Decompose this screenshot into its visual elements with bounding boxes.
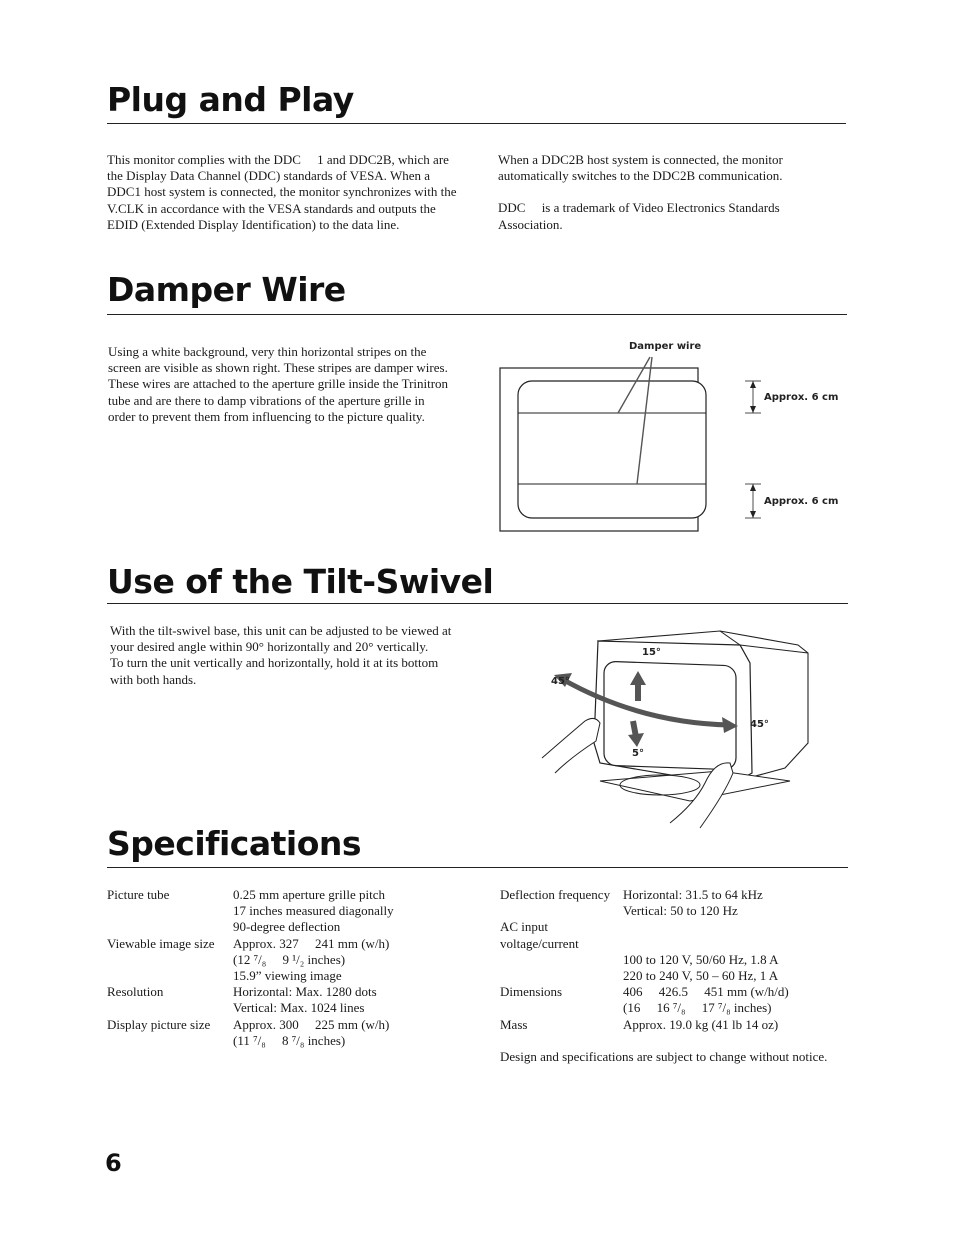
spec-label: Mass	[500, 1016, 528, 1032]
trademark-paragraph: DDC is a trademark of Video Electronics Standards Association.	[498, 200, 780, 232]
screen-outline	[518, 381, 706, 518]
spec-label: Viewable image size	[107, 935, 215, 951]
spec-value-line: Approx. 300 225 mm (w/h)	[233, 1016, 390, 1032]
tilt-swivel-illustration	[540, 623, 830, 833]
damper-wire-text	[108, 344, 453, 425]
dim-bottom-arrow-down	[750, 511, 756, 518]
spec-row	[107, 984, 477, 1016]
dimension-bottom-label: Approx. 6 cm	[764, 496, 839, 507]
dim-top-arrow-down	[750, 406, 756, 413]
tilt-swivel-heading: Use of the Tilt-Swivel	[107, 562, 494, 601]
spec-value-line: 220 to 240 V, 50 – 60 Hz, 1 A	[623, 968, 779, 984]
spec-value-line: (16 16 ⁷/₈ 17 ⁷/₈ inches)	[623, 1000, 772, 1016]
spec-value	[623, 952, 840, 984]
dim-top-arrow-up	[750, 381, 756, 388]
dim-bottom-arrow-up	[750, 484, 756, 491]
ddc2b-paragraph: When a DDC2B host system is connected, the monitor automatically switches to the DDC2B communication.	[498, 152, 783, 184]
spec-note: Design and specifications are subject to change without notice.	[500, 1048, 828, 1064]
angle-up-label: 15°	[642, 647, 661, 658]
spec-value	[233, 1017, 477, 1049]
plug-and-play-right-text	[498, 152, 838, 233]
monitor-base	[600, 771, 790, 801]
spec-row	[500, 887, 840, 919]
damper-wire-figure	[495, 333, 855, 538]
specifications-heading: Specifications	[107, 824, 362, 863]
spec-row	[107, 936, 477, 985]
spec-value	[623, 887, 840, 919]
spec-value-line: 17 inches measured diagonally	[233, 903, 394, 919]
spec-label: Resolution	[107, 984, 164, 1000]
left-hand	[542, 718, 600, 773]
spec-value-line: 90-degree deflection	[233, 919, 341, 935]
spec-value-line: Horizontal: Max. 1280 dots	[233, 984, 377, 1000]
spec-label: Display picture size	[107, 1016, 211, 1032]
tilt-swivel-paragraph-2: To turn the unit vertically and horizontally, hold it at its bottom with both hands.	[110, 655, 439, 687]
spec-row	[500, 952, 840, 984]
spec-row	[500, 1017, 840, 1033]
tilt-swivel-text	[110, 623, 455, 688]
spec-value-line: 406 426.5 451 mm (w/h/d)	[623, 984, 789, 1000]
spec-row	[500, 984, 840, 1016]
plug-and-play-paragraph: This monitor complies with the DDC 1 and DDC2B, which are the Display Data Channel (DDC) standards of VESA. When a DDC1 host system is connected, the monitor synchronizes with the V.CLK in accordance with the VESA standards and outputs the EDID (Extended Display Identification) to the data line.	[107, 152, 457, 232]
spec-value-line: Approx. 19.0 kg (41 lb 14 oz)	[623, 1016, 779, 1032]
spec-row	[107, 1017, 477, 1049]
specifications-rule	[107, 867, 848, 868]
dimension-top-label: Approx. 6 cm	[764, 392, 839, 403]
plug-and-play-heading: Plug and Play	[107, 80, 354, 119]
damper-wire-diagram	[495, 333, 855, 538]
spec-table-right	[500, 887, 840, 1065]
angle-down-label: 5°	[632, 748, 644, 759]
spec-value	[623, 919, 840, 951]
spec-value-line: Horizontal: 31.5 to 64 kHz	[623, 887, 763, 902]
spec-value	[623, 984, 840, 1016]
spec-right-rows	[500, 887, 840, 1033]
spec-value-line: Approx. 327 241 mm (w/h)	[233, 935, 390, 951]
spec-value	[233, 984, 477, 1016]
spec-label: AC input voltage/current	[500, 919, 579, 951]
spec-value-line: (12 ⁷/₈ 9 ¹/₂ inches)	[233, 951, 346, 967]
spec-value-line: Vertical: Max. 1024 lines	[233, 1000, 365, 1016]
spec-row	[107, 887, 477, 936]
page-number: 6	[105, 1149, 122, 1177]
damper-wire-callout: Damper wire	[629, 341, 702, 352]
spec-value-line: 15.9” viewing image	[233, 968, 342, 984]
spec-value-line: 100 to 120 V, 50/60 Hz, 1.8 A	[623, 951, 779, 967]
plug-and-play-left-text	[107, 152, 462, 233]
spec-label: Picture tube	[107, 887, 170, 902]
spec-value	[233, 887, 477, 936]
spec-label	[500, 952, 623, 984]
spec-label: Deflection frequency	[500, 887, 611, 902]
spec-table-left	[107, 887, 477, 1049]
tilt-swivel-figure	[540, 623, 830, 833]
monitor-screen	[604, 661, 736, 770]
damper-wire-rule	[107, 314, 847, 315]
spec-value	[233, 936, 477, 985]
damper-wire-paragraph: Using a white background, very thin horizontal stripes on the screen are visible as shown right. These stripes are damper wires. These wires are attached to the aperture grille inside the Trinitron tube and are there to damp vibrations of the aperture grille in order to prevent them from influencing to the picture quality.	[108, 344, 449, 424]
tilt-swivel-paragraph-1: With the tilt-swivel base, this unit can be adjusted to be viewed at your desired angle within 90° horizontally and 20° vertically.	[110, 623, 452, 655]
angle-left-label: 45°	[551, 676, 570, 687]
spec-value-line: Vertical: 50 to 120 Hz	[623, 903, 738, 919]
tilt-swivel-rule	[107, 603, 848, 604]
spec-value-line: 0.25 mm aperture grille pitch	[233, 887, 385, 902]
spec-row	[500, 919, 840, 951]
spec-label: Dimensions	[500, 984, 563, 1000]
angle-right-label: 45°	[750, 719, 769, 730]
damper-wire-heading: Damper Wire	[107, 270, 346, 309]
spec-value-line: (11 ⁷/₈ 8 ⁷/₈ inches)	[233, 1032, 346, 1048]
spec-value	[623, 1017, 840, 1033]
plug-and-play-rule	[107, 123, 846, 124]
